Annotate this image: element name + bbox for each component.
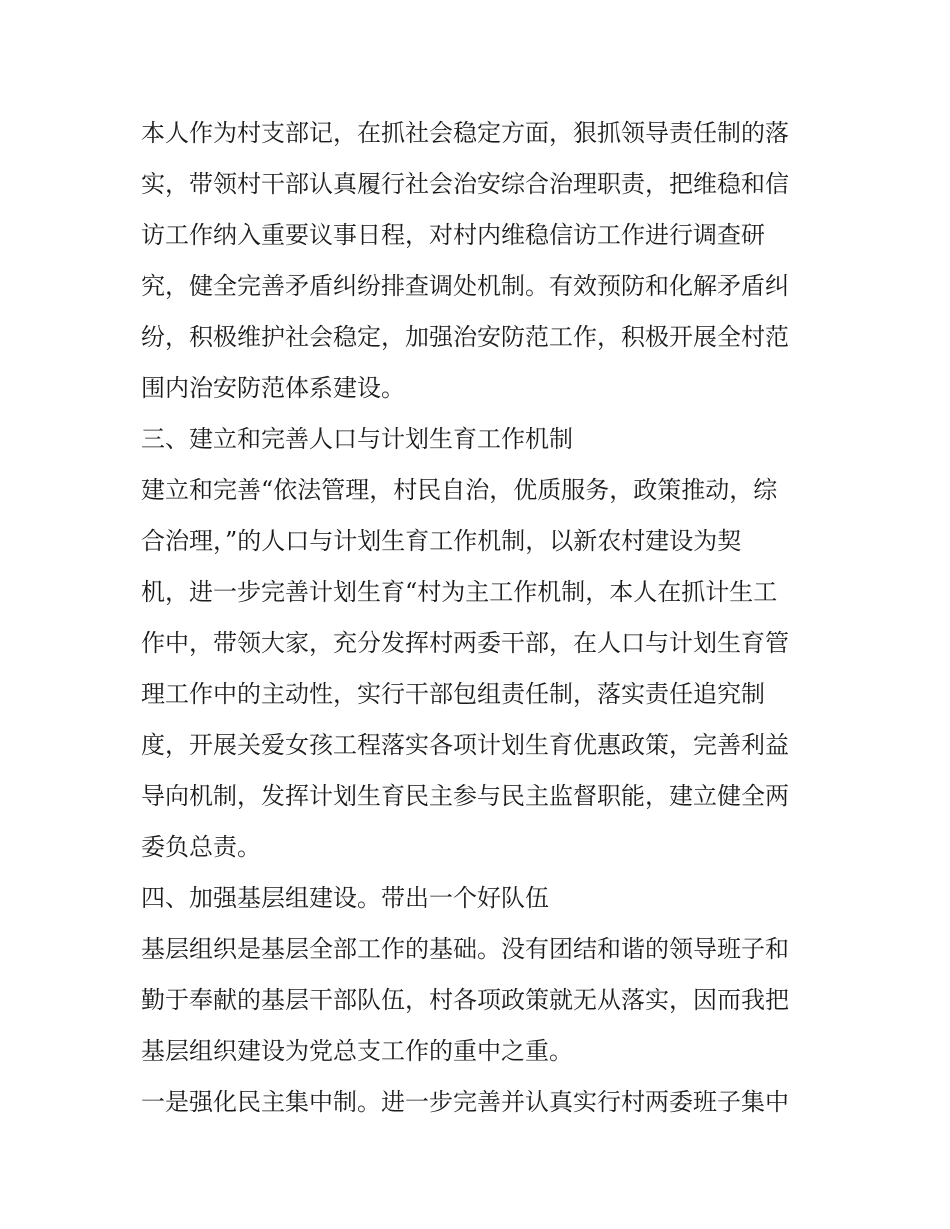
text-line: 作中，带领大家，充分发挥村两委干部，在人口与计划生育管 [141, 629, 789, 657]
text-line: 访工作纳入重要议事日程，对村内维稳信访工作进行调查研 [141, 221, 765, 249]
text-line: 围内治安防范体系建设。 [141, 374, 405, 402]
text-line: 勤于奉献的基层干部队伍，村各项政策就无从落实，因而我把 [141, 986, 789, 1014]
text-line: 一是强化民主集中制。进一步完善并认真实行村两委班子集中 [141, 1088, 789, 1116]
text-line: 理工作中的主动性，实行干部包组责任制，落实责任追究制 [141, 680, 765, 708]
text-line: 纷，积极维护社会稳定，加强治安防范工作，积极开展全村范 [141, 323, 789, 351]
text-line: 度，开展关爱女孩工程落实各项计划生育优惠政策，完善利益 [141, 731, 789, 759]
section-heading: 四、加强基层组建设。带出一个好队伍 [141, 884, 549, 912]
document-body [141, 108, 813, 1128]
text-line: 基层组织建设为党总支工作的重中之重。 [141, 1037, 573, 1065]
text-line: 本人作为村支部记，在抓社会稳定方面，狠抓领导责任制的落 [141, 119, 789, 147]
text-line: 导向机制，发挥计划生育民主参与民主监督职能，建立健全两 [141, 782, 789, 810]
text-line: 合治理，”的人口与计划生育工作机制，以新农村建设为契 [141, 527, 742, 555]
text-line: 基层组织是基层全部工作的基础。没有团结和谐的领导班子和 [141, 935, 789, 963]
text-line: 机，进一步完善计划生育“村为主工作机制，本人在抓计生工 [141, 578, 778, 606]
text-line: 委负总责。 [141, 833, 261, 861]
text-line: 建立和完善“依法管理，村民自治，优质服务，政策推动，综 [141, 476, 778, 504]
section-heading: 三、建立和完善人口与计划生育工作机制 [141, 425, 573, 453]
text-line: 究，健全完善矛盾纠纷排查调处机制。有效预防和化解矛盾纠 [141, 272, 789, 300]
text-line: 实，带领村干部认真履行社会治安综合治理职责，把维稳和信 [141, 170, 789, 198]
